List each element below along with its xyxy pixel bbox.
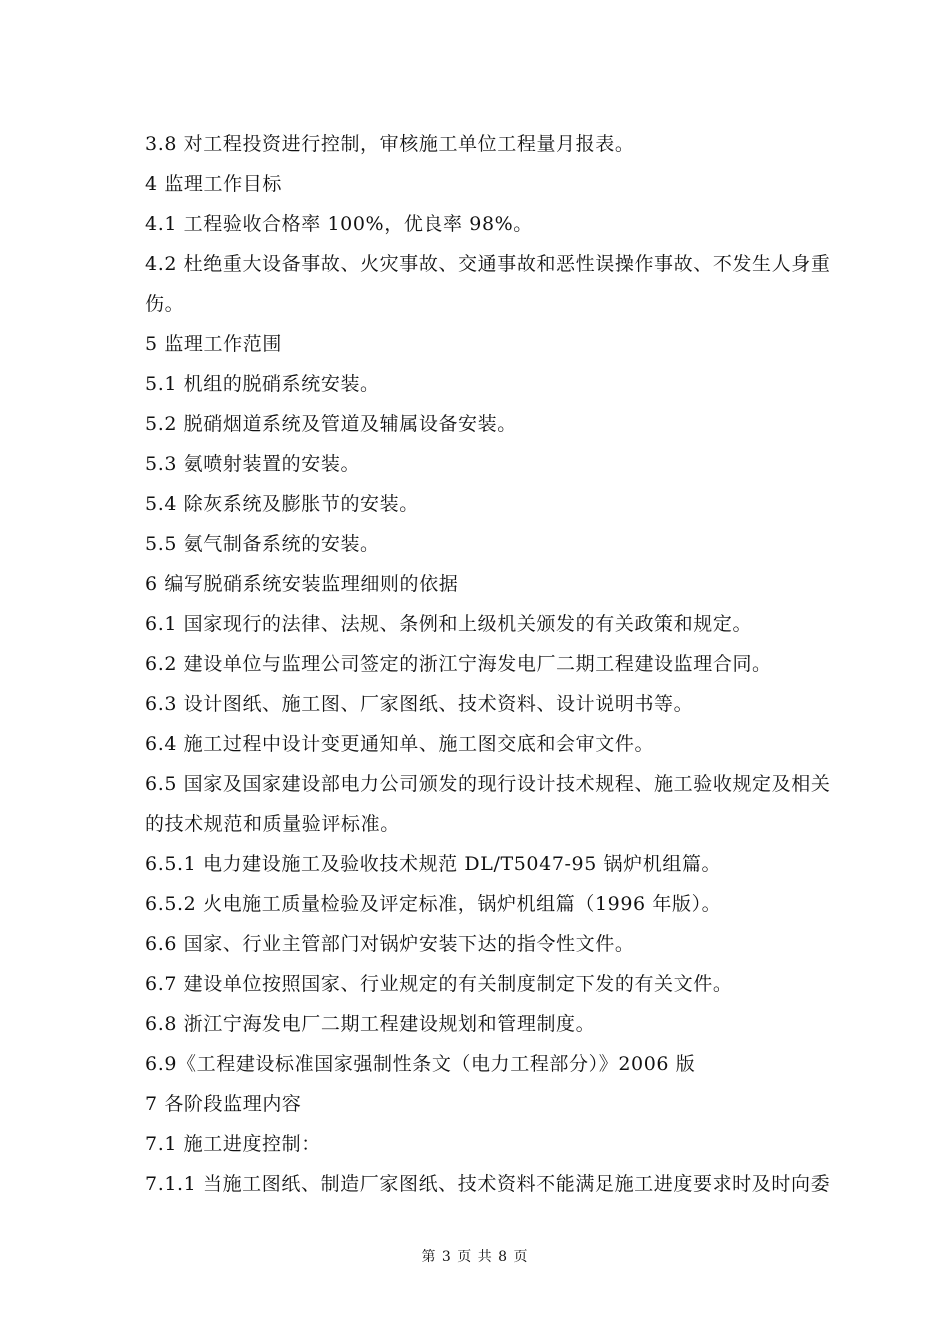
text-line: 5.4 除灰系统及膨胀节的安装。: [145, 493, 419, 515]
text-line: 7.1.1 当施工图纸、制造厂家图纸、技术资料不能满足施工进度要求时及时向委: [145, 1173, 831, 1195]
text-line: 6.9《工程建设标准国家强制性条文（电力工程部分）》2006 版: [145, 1053, 696, 1075]
text-line: 6.5.2 火电施工质量检验及评定标准，锅炉机组篇（1996 年版）。: [145, 893, 722, 915]
text-line: 6.8 浙江宁海发电厂二期工程建设规划和管理制度。: [145, 1013, 596, 1035]
text-line: 6.4 施工过程中设计变更通知单、施工图交底和会审文件。: [145, 733, 655, 755]
page-footer: 第 3 页 共 8 页: [421, 1249, 529, 1265]
text-line: 3.8 对工程投资进行控制，审核施工单位工程量月报表。: [145, 133, 635, 155]
text-line: 6.5 国家及国家建设部电力公司颁发的现行设计技术规程、施工验收规定及相关: [145, 773, 831, 795]
text-line: 5.2 脱硝烟道系统及管道及辅属设备安装。: [145, 413, 517, 435]
text-line: 的技术规范和质量验评标准。: [145, 813, 400, 835]
text-line: 4.1 工程验收合格率 100%，优良率 98%。: [145, 213, 533, 235]
document-body: [145, 124, 831, 1204]
text-line: 6.1 国家现行的法律、法规、条例和上级机关颁发的有关政策和规定。: [145, 613, 753, 635]
text-line: 4.2 杜绝重大设备事故、火灾事故、交通事故和恶性误操作事故、不发生人身重: [145, 253, 831, 275]
text-line: 5.1 机组的脱硝系统安装。: [145, 373, 380, 395]
text-line: 6.2 建设单位与监理公司签定的浙江宁海发电厂二期工程建设监理合同。: [145, 653, 772, 675]
text-line: 6.3 设计图纸、施工图、厂家图纸、技术资料、设计说明书等。: [145, 693, 694, 715]
section-heading: 7 各阶段监理内容: [145, 1093, 302, 1115]
section-heading: 6 编写脱硝系统安装监理细则的依据: [145, 573, 459, 595]
text-line: 7.1 施工进度控制：: [145, 1133, 321, 1155]
text-line: 6.6 国家、行业主管部门对锅炉安装下达的指令性文件。: [145, 933, 635, 955]
text-line: 伤。: [145, 293, 185, 315]
text-line: 6.5.1 电力建设施工及验收技术规范 DL/T5047-95 锅炉机组篇。: [145, 853, 722, 875]
text-line: 5.3 氨喷射装置的安装。: [145, 453, 361, 475]
section-heading: 5 监理工作范围: [145, 333, 282, 355]
text-line: 6.7 建设单位按照国家、行业规定的有关制度制定下发的有关文件。: [145, 973, 733, 995]
text-line: 5.5 氨气制备系统的安装。: [145, 533, 380, 555]
section-heading: 4 监理工作目标: [145, 173, 282, 195]
